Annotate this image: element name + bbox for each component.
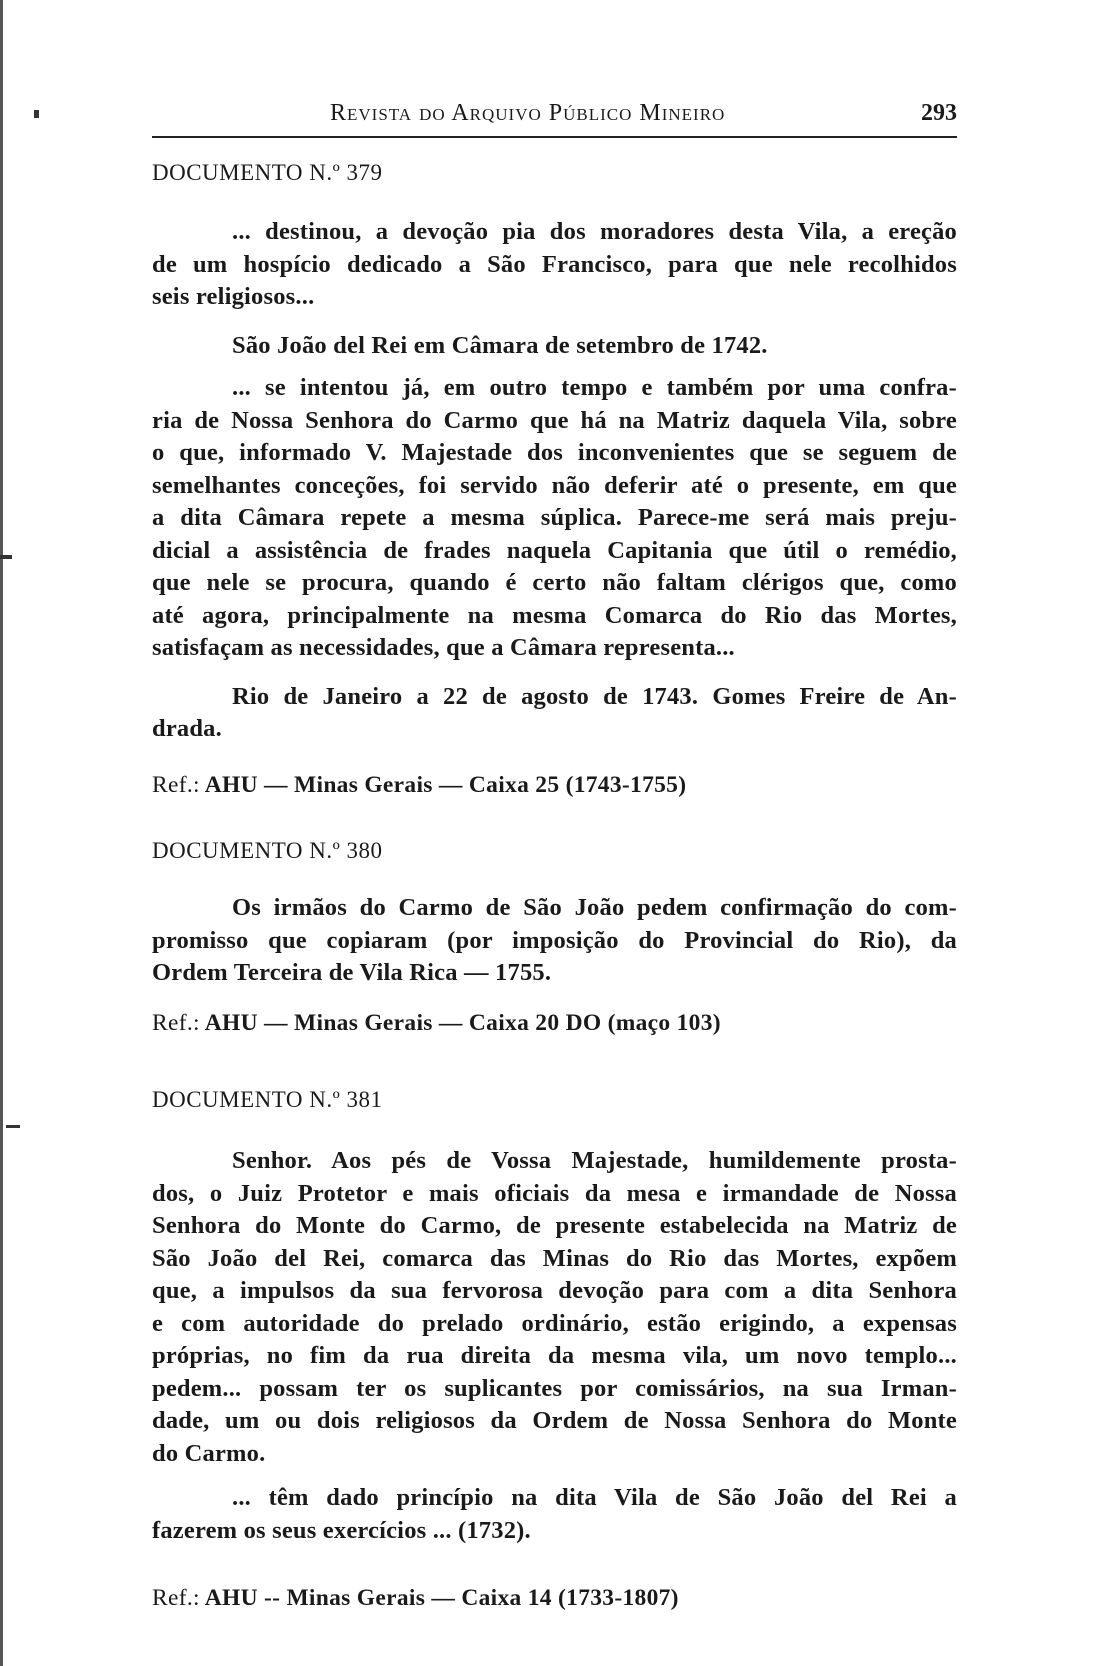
text-line: fazerem os seus exercícios ... (1732).: [152, 1516, 531, 1544]
reference-text: AHU — Minas Gerais — Caixa 25 (1743-1755): [204, 771, 687, 798]
text-line: e com autoridade do prelado ordinário, estão erigindo, a expensas: [152, 1309, 957, 1337]
reference-line: [152, 1585, 957, 1612]
text-line: seis religiosos...: [152, 283, 315, 310]
document-heading: DOCUMENTO N.º 380: [152, 838, 383, 863]
reference-line: [152, 1010, 957, 1037]
text-line: Senhor. Aos pés de Vossa Majestade, humildemente prosta-: [232, 1147, 957, 1174]
page-number: 293: [921, 100, 957, 126]
document-heading: DOCUMENTO N.º 381: [152, 1087, 383, 1112]
paragraph: [152, 216, 957, 314]
text-line: do Carmo.: [152, 1439, 266, 1467]
text-line: a dita Câmara repete a mesma súplica. Parece-me será mais preju-: [152, 504, 957, 531]
document-379: [152, 160, 957, 799]
margin-scan-mark: [6, 1125, 20, 1128]
text-line: próprias, no fim da rua direita da mesma vila, um novo templo...: [152, 1342, 957, 1369]
text-line: drada.: [152, 715, 222, 742]
text-line: satisfaçam as necessidades, que a Câmara representa...: [152, 634, 735, 661]
reference-label: Ref.:: [152, 771, 200, 798]
document-380: [152, 838, 957, 1037]
page: [152, 92, 957, 1611]
text-line: dicial a assistência de frades naquela Capitania que útil o remédio,: [152, 536, 957, 564]
margin-scan-mark: [0, 0, 3, 1666]
running-title: Revista do Arquivo Público Mineiro: [330, 100, 726, 126]
paragraph: [152, 892, 957, 990]
text-line: semelhantes conceções, foi servido não deferir até o presente, em que: [152, 471, 957, 499]
text-line: Ordem Terceira de Vila Rica — 1755.: [152, 959, 552, 986]
text-line: ria de Nossa Senhora do Carmo que há na Matriz daquela Vila, sobre: [152, 406, 957, 434]
text-line: ... se intentou já, em outro tempo e também por uma confra-: [232, 374, 957, 401]
reference-label: Ref.:: [152, 1585, 200, 1611]
document-heading: DOCUMENTO N.º 379: [152, 160, 383, 185]
reference-line: [152, 772, 957, 799]
margin-scan-mark: [0, 555, 12, 559]
paragraph: [152, 681, 957, 746]
paragraph: [152, 372, 957, 665]
text-line: São João del Rei em Câmara de setembro de 1742.: [232, 331, 768, 359]
paragraph: [152, 1482, 957, 1547]
running-header: [152, 92, 957, 138]
text-line: ... têm dado princípio na dita Vila de São João del Rei a: [232, 1484, 957, 1511]
reference-text: AHU -- Minas Gerais — Caixa 14 (1733-1807): [204, 1585, 679, 1611]
paragraph: [152, 330, 957, 363]
reference-label: Ref.:: [152, 1009, 200, 1036]
text-line: o que, informado V. Majestade dos inconvenientes que se seguem de: [152, 439, 957, 466]
text-line: dos, o Juiz Protetor e mais oficiais da mesa e irmandade de Nossa: [152, 1179, 957, 1207]
document-381: [152, 1087, 957, 1612]
text-line: Senhora do Monte do Carmo, de presente estabelecida na Matriz de: [152, 1212, 957, 1239]
text-line: que nele se procura, quando é certo não faltam clérigos que, como: [152, 569, 957, 596]
text-line: de um hospício dedicado a São Francisco, para que nele recolhidos: [152, 250, 957, 278]
paragraph: [152, 1145, 957, 1470]
text-line: ... destinou, a devoção pia dos moradores desta Vila, a ereção: [232, 218, 957, 245]
text-line: promisso que copiaram (por imposição do Provincial do Rio), da: [152, 926, 957, 954]
text-line: Os irmãos do Carmo de São João pedem confirmação do com-: [232, 894, 957, 921]
text-line: Rio de Janeiro a 22 de agosto de 1743. Gomes Freire de An-: [232, 682, 957, 710]
margin-scan-mark: [34, 110, 39, 118]
text-line: que, a impulsos da sua fervorosa devoção para com a dita Senhora: [152, 1277, 957, 1304]
text-line: até agora, principalmente na mesma Comarca do Rio das Mortes,: [152, 601, 957, 629]
text-line: pedem... possam ter os suplicantes por comissários, na sua Irman-: [152, 1374, 957, 1402]
text-line: São João del Rei, comarca das Minas do Rio das Mortes, expõem: [152, 1244, 957, 1272]
reference-text: AHU — Minas Gerais — Caixa 20 DO (maço 103): [204, 1009, 721, 1036]
text-line: dade, um ou dois religiosos da Ordem de Nossa Senhora do Monte: [152, 1407, 957, 1434]
